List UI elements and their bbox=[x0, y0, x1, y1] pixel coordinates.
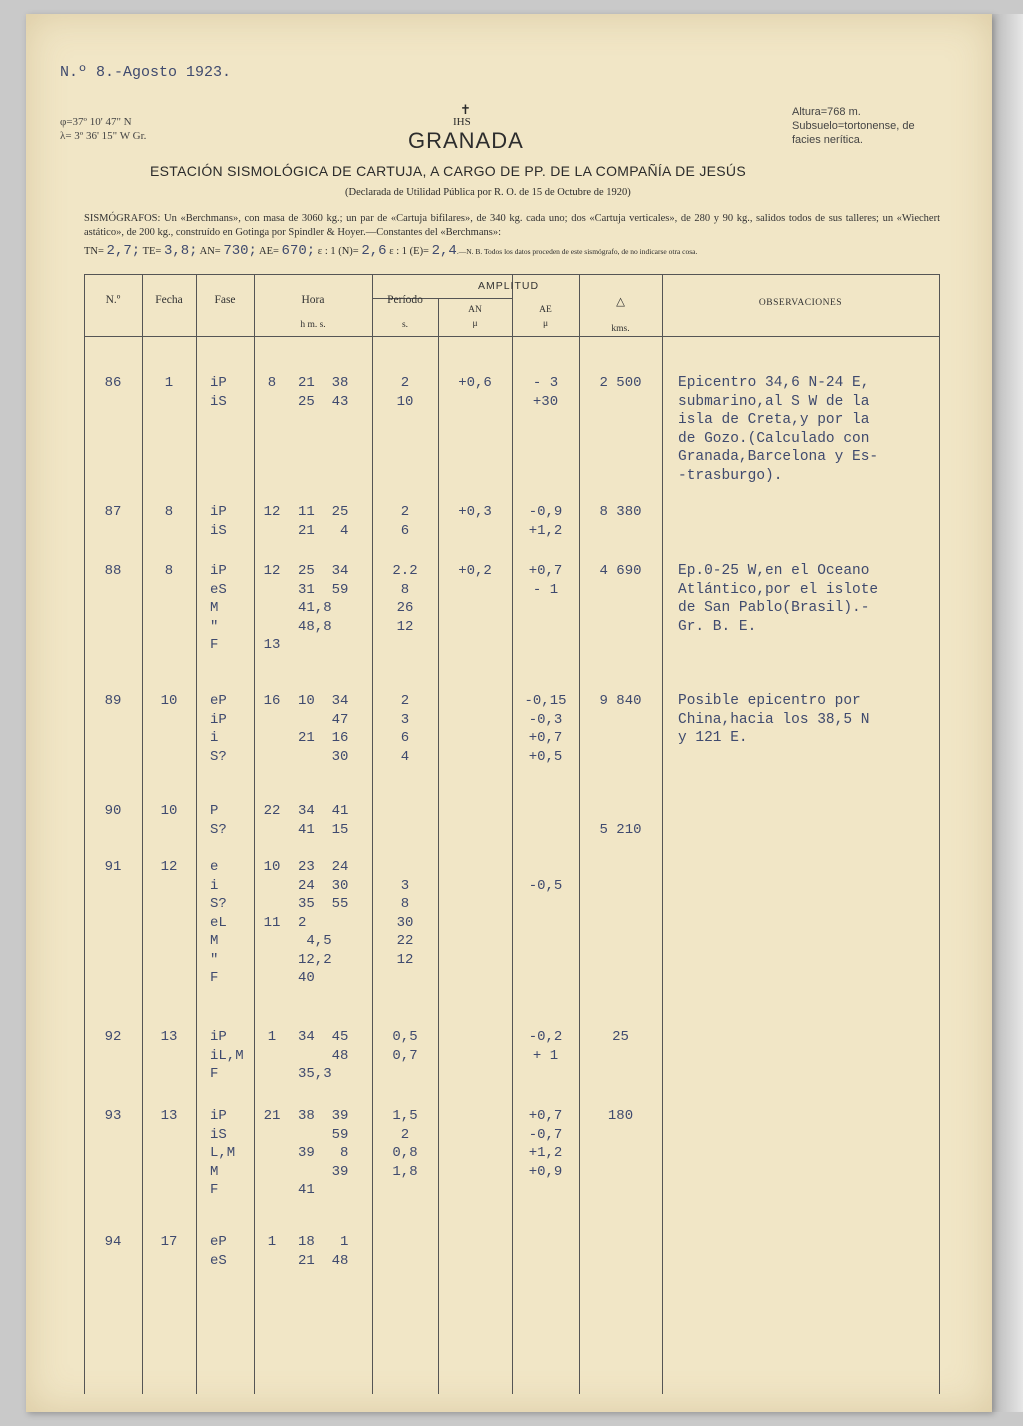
cross-icon: ✝ bbox=[460, 102, 471, 117]
cell-no: 94 bbox=[104, 1234, 122, 1250]
cell-ms: 23 24 24 30 35 55 2 4,5 12,2 40 bbox=[298, 859, 349, 986]
header-observaciones: OBSERVACIONES bbox=[758, 298, 843, 308]
cell-no: 93 bbox=[104, 1108, 122, 1124]
cell-fecha: 8 bbox=[164, 563, 174, 579]
cell-delta: 4 690 bbox=[599, 563, 642, 579]
subsoil-line-1: Subsuelo=tortonense, de bbox=[792, 120, 915, 132]
header-an: AN bbox=[468, 305, 482, 315]
cell-fecha: 17 bbox=[160, 1234, 178, 1250]
constant-tn-value: 2,7; bbox=[106, 243, 141, 259]
cell-an: +0,3 bbox=[458, 504, 492, 520]
cell-ms: 10 34 47 21 16 30 bbox=[298, 693, 349, 765]
col-rule bbox=[939, 274, 940, 1394]
data-source-note: .—N. B. Todos los datos proceden de este sismógrafo, de no indicarse otra cosa. bbox=[456, 247, 698, 256]
cell-fase: iP iS bbox=[210, 375, 227, 410]
cell-h: 12 13 bbox=[263, 563, 281, 653]
header-fase: Fase bbox=[214, 294, 236, 306]
cell-periodo: 1,5 2 0,8 1,8 bbox=[392, 1108, 418, 1180]
constant-ae-label: AE= bbox=[259, 246, 279, 257]
cell-no: 89 bbox=[104, 693, 122, 709]
cell-delta: 25 bbox=[612, 1029, 629, 1045]
seismographs-description: SISMÓGRAFOS: Un «Berchmans», con masa de 3060 kg.; un par de «Cartuja bifilares», de 340 kg. cada uno; dos «Cartuja verticales», de 280 y 90 kg., salidos todos de sus talleres; un «Wiechert astático», de 200 kg., construído en Gotinga por Spindler & Hoyer.—Constantes del «Berchmans»: bbox=[84, 213, 940, 238]
cell-delta: 180 bbox=[607, 1108, 634, 1124]
subsoil-line-2: facies nerítica. bbox=[792, 134, 863, 146]
city-title: GRANADA bbox=[408, 128, 524, 153]
cell-h: 21 bbox=[263, 1108, 281, 1124]
col-rule bbox=[84, 274, 85, 1394]
header-hora: Hora bbox=[301, 294, 325, 306]
constant-tn-label: TN= bbox=[84, 246, 104, 257]
cell-ae: +0,7 - 1 bbox=[528, 563, 563, 598]
cell-h: 8 bbox=[267, 375, 277, 391]
cell-delta: 8 380 bbox=[599, 504, 642, 520]
cell-ms: 38 39 59 39 8 39 41 bbox=[298, 1108, 349, 1198]
cell-h: 10 11 bbox=[263, 859, 281, 931]
cell-periodo: 2 10 bbox=[396, 375, 414, 410]
cell-h: 12 bbox=[263, 504, 281, 520]
cell-ms: 21 38 25 43 bbox=[298, 375, 349, 410]
cell-no: 86 bbox=[104, 375, 122, 391]
cell-observaciones: Epicentro 34,6 N-24 E, submarino,al S W de la isla de Creta,y por la de Gozo.(Calculado con Granada,Barcelona y Es- -trasburgo). bbox=[678, 375, 879, 484]
header-periodo: Período bbox=[387, 294, 423, 306]
cell-fase: eP iP i S? bbox=[210, 693, 227, 765]
cell-h: 1 bbox=[267, 1234, 277, 1250]
cell-no: 88 bbox=[104, 563, 122, 579]
constant-epsn-label: ε : 1 (N)= bbox=[317, 246, 359, 257]
constants-line bbox=[84, 243, 697, 259]
header-hms: h m. s. bbox=[300, 320, 326, 330]
cell-ae: -0,15 -0,3 +0,7 +0,5 bbox=[524, 693, 567, 765]
page-edge bbox=[992, 14, 1023, 1412]
cell-periodo: 2.2 8 26 12 bbox=[392, 563, 418, 635]
col-rule bbox=[512, 274, 513, 1394]
col-rule bbox=[142, 274, 143, 1394]
cell-ms: 25 34 31 59 41,8 48,8 bbox=[298, 563, 349, 635]
header-delta: △ bbox=[616, 296, 625, 308]
cell-delta: 2 500 bbox=[599, 375, 642, 391]
constant-te-label: TE= bbox=[142, 246, 162, 257]
cell-ms: 34 41 41 15 bbox=[298, 803, 349, 838]
cell-delta: 9 840 bbox=[599, 693, 642, 709]
col-rule bbox=[438, 298, 439, 1394]
constant-an-label: AN= bbox=[199, 246, 221, 257]
constant-epse-value: 2,4 bbox=[431, 243, 457, 259]
constant-ae-value: 670; bbox=[281, 243, 316, 259]
cell-fecha: 12 bbox=[160, 859, 178, 875]
cell-ae: +0,7 -0,7 +1,2 +0,9 bbox=[528, 1108, 563, 1180]
header-no: N.º bbox=[105, 294, 121, 306]
cell-an: +0,2 bbox=[458, 563, 492, 579]
cell-periodo: 0,5 0,7 bbox=[392, 1029, 418, 1064]
cell-delta: 5 210 bbox=[599, 821, 642, 838]
cell-fase: iP iS bbox=[210, 504, 227, 539]
ihs-monogram: IHS bbox=[453, 116, 471, 128]
cell-ms: 11 25 21 4 bbox=[298, 504, 349, 539]
cell-observaciones: Ep.0-25 W,en el Oceano Atlántico,por el islote de San Pablo(Brasil).- Gr. B. E. bbox=[678, 563, 879, 635]
cell-fecha: 13 bbox=[160, 1029, 178, 1045]
cell-h: 1 bbox=[267, 1029, 277, 1045]
header-ae: AE bbox=[539, 305, 552, 315]
cell-fecha: 8 bbox=[164, 504, 174, 520]
altitude: Altura=768 m. bbox=[792, 106, 861, 118]
cell-fecha: 1 bbox=[164, 375, 174, 391]
cell-fecha: 13 bbox=[160, 1108, 178, 1124]
cell-ms: 18 1 21 48 bbox=[298, 1234, 349, 1269]
cell-an: +0,6 bbox=[458, 375, 492, 391]
declaration: (Declarada de Utilidad Pública por R. O. de 15 de Octubre de 1920) bbox=[345, 187, 631, 198]
col-rule bbox=[196, 274, 197, 1394]
cell-periodo: 3 8 30 22 12 bbox=[396, 877, 414, 968]
cell-fecha: 10 bbox=[160, 803, 178, 819]
cell-fase: P S? bbox=[210, 803, 227, 838]
cell-ae: - 3 +30 bbox=[532, 375, 559, 410]
cell-fase: iP iL,M F bbox=[210, 1029, 244, 1082]
cell-no: 92 bbox=[104, 1029, 122, 1045]
header-amplitud: AMPLITUD bbox=[477, 280, 540, 292]
cell-fase: e i S? eL M " F bbox=[210, 859, 227, 986]
longitude: λ= 3º 36' 15" W Gr. bbox=[60, 130, 147, 142]
issue-number: N.º 8.-Agosto 1923. bbox=[60, 64, 232, 81]
header-periodo-unit: s. bbox=[401, 320, 409, 330]
cell-ms: 34 45 48 35,3 bbox=[298, 1029, 349, 1082]
cell-h: 16 bbox=[263, 693, 281, 709]
cell-observaciones: Posible epicentro por China,hacia los 38,5 N y 121 E. bbox=[678, 693, 870, 746]
cell-ae: -0,9 +1,2 bbox=[528, 504, 563, 539]
cell-no: 91 bbox=[104, 859, 122, 875]
constant-epsn-value: 2,6 bbox=[361, 243, 387, 259]
latitude: φ=37º 10' 47" N bbox=[60, 116, 132, 128]
col-rule bbox=[662, 274, 663, 1394]
constant-epse-label: ε : 1 (E)= bbox=[389, 246, 429, 257]
cell-h: 22 bbox=[263, 803, 281, 819]
constant-te-value: 3,8; bbox=[163, 243, 198, 259]
header-ae-unit: μ bbox=[542, 319, 549, 329]
station-name: ESTACIÓN SISMOLÓGICA DE CARTUJA, A CARGO DE PP. DE LA COMPAÑÍA DE JESÚS bbox=[150, 163, 746, 179]
cell-ae: -0,2 + 1 bbox=[528, 1029, 563, 1064]
header-fecha: Fecha bbox=[155, 294, 183, 306]
header-kms: kms. bbox=[611, 324, 630, 334]
cell-fase: iP eS M " F bbox=[210, 563, 227, 653]
cell-fase: iP iS L,M M F bbox=[210, 1108, 236, 1198]
header-an-unit: μ bbox=[472, 319, 478, 329]
cell-ae: -0,5 bbox=[528, 877, 563, 894]
cell-fecha: 10 bbox=[160, 693, 178, 709]
cell-no: 90 bbox=[104, 803, 122, 819]
cell-no: 87 bbox=[104, 504, 122, 520]
constant-an-value: 730; bbox=[223, 243, 257, 259]
cell-periodo: 2 3 6 4 bbox=[400, 693, 410, 765]
cell-periodo: 2 6 bbox=[400, 504, 410, 539]
cell-fase: eP eS bbox=[210, 1234, 227, 1269]
